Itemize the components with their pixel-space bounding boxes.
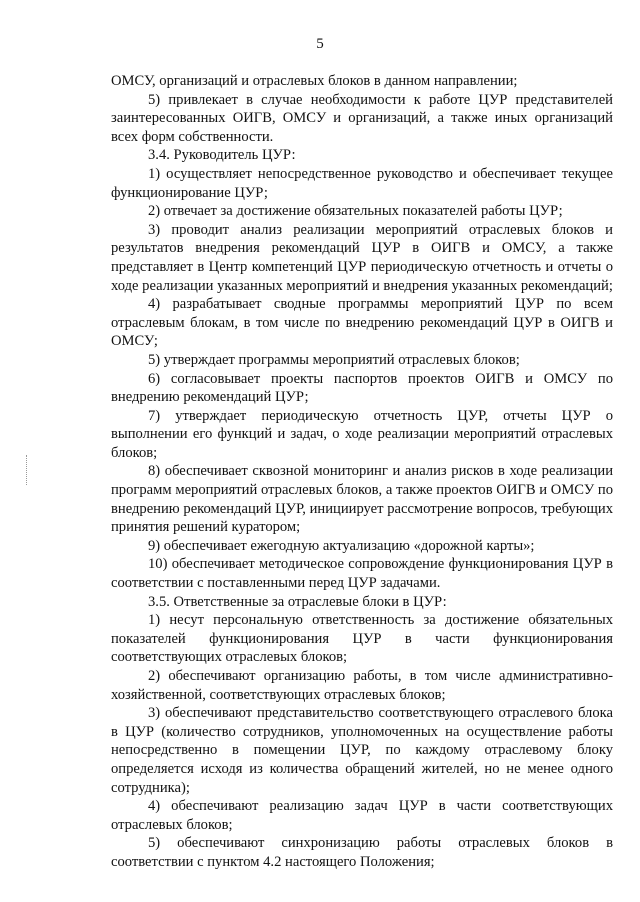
- paragraph: 5) привлекает в случае необходимости к работе ЦУР представителей заинтересованных ОИГВ, ОМСУ и организаций, а также иных организаций всех форм собственности.: [111, 91, 613, 145]
- paragraph: 7) утверждает периодическую отчетность ЦУР, отчеты ЦУР о выполнении его функций и задач, о ходе реализации мероприятий отраслевых блоков;: [111, 407, 613, 461]
- paragraph: 5) обеспечивают синхронизацию работы отраслевых блоков в соответствии с пунктом 4.2 настоящего Положения;: [111, 835, 613, 870]
- scan-margin-mark: [26, 455, 29, 485]
- paragraph: 5) утверждает программы мероприятий отраслевых блоков;: [148, 351, 520, 368]
- paragraph: 3.5. Ответственные за отраслевые блоки в ЦУР:: [148, 593, 447, 610]
- paragraph: 2) обеспечивают организацию работы, в том числе административно-хозяйственной, соответствующих отраслевых блоков;: [111, 668, 613, 703]
- paragraph: 4) обеспечивают реализацию задач ЦУР в части соответствующих отраслевых блоков;: [111, 798, 613, 833]
- paragraph: 3.4. Руководитель ЦУР:: [148, 147, 296, 164]
- paragraph: 4) разрабатывает сводные программы мероприятий ЦУР по всем отраслевым блокам, в том числе по внедрению рекомендаций ЦУР в ОИГВ и ОМСУ;: [111, 296, 613, 350]
- paragraph: 1) осуществляет непосредственное руководство и обеспечивает текущее функционирование ЦУР;: [111, 165, 613, 201]
- paragraph: 3) проводит анализ реализации мероприятий отраслевых блоков и результатов внедрения рекомендаций ЦУР в ОИГВ и ОМСУ, а также представляет в Центр компетенций ЦУР периодическую отчетность и отчеты о ходе реализации указанных мероприятий и внедрения указанных рекомендаций;: [111, 221, 613, 294]
- document-body: [111, 72, 613, 872]
- paragraph: 6) согласовывает проекты паспортов проектов ОИГВ и ОМСУ по внедрению рекомендаций ЦУР;: [111, 370, 613, 406]
- paragraph: 10) обеспечивает методическое сопровождение функционирования ЦУР в соответствии с поставленными перед ЦУР задачами.: [111, 556, 613, 592]
- paragraph: 9) обеспечивает ежегодную актуализацию «дорожной карты»;: [148, 537, 535, 554]
- paragraph: 2) отвечает за достижение обязательных показателей работы ЦУР;: [148, 203, 563, 220]
- paragraph: 3) обеспечивают представительство соответствующего отраслевого блока в ЦУР (количество сотрудников, уполномоченных на осуществление работы непосредственно в помещении ЦУР, по каждому отраслевому блоку определяется исходя из количества обращений жителей, но не менее одного сотрудника);: [111, 705, 613, 796]
- paragraph: 8) обеспечивает сквозной мониторинг и анализ рисков в ходе реализации программ мероприятий отраслевых блоков, а также проектов ОИГВ и ОМСУ по внедрению рекомендаций ЦУР, инициирует рассмотрение вопросов, требующих принятия решений куратором;: [111, 463, 613, 536]
- page-number: 5: [316, 36, 324, 52]
- paragraph: ОМСУ, организаций и отраслевых блоков в данном направлении;: [111, 73, 518, 89]
- paragraph: 1) несут персональную ответственность за достижение обязательных показателей функционирования ЦУР в части функционирования соответствующих отраслевых блоков;: [111, 612, 613, 666]
